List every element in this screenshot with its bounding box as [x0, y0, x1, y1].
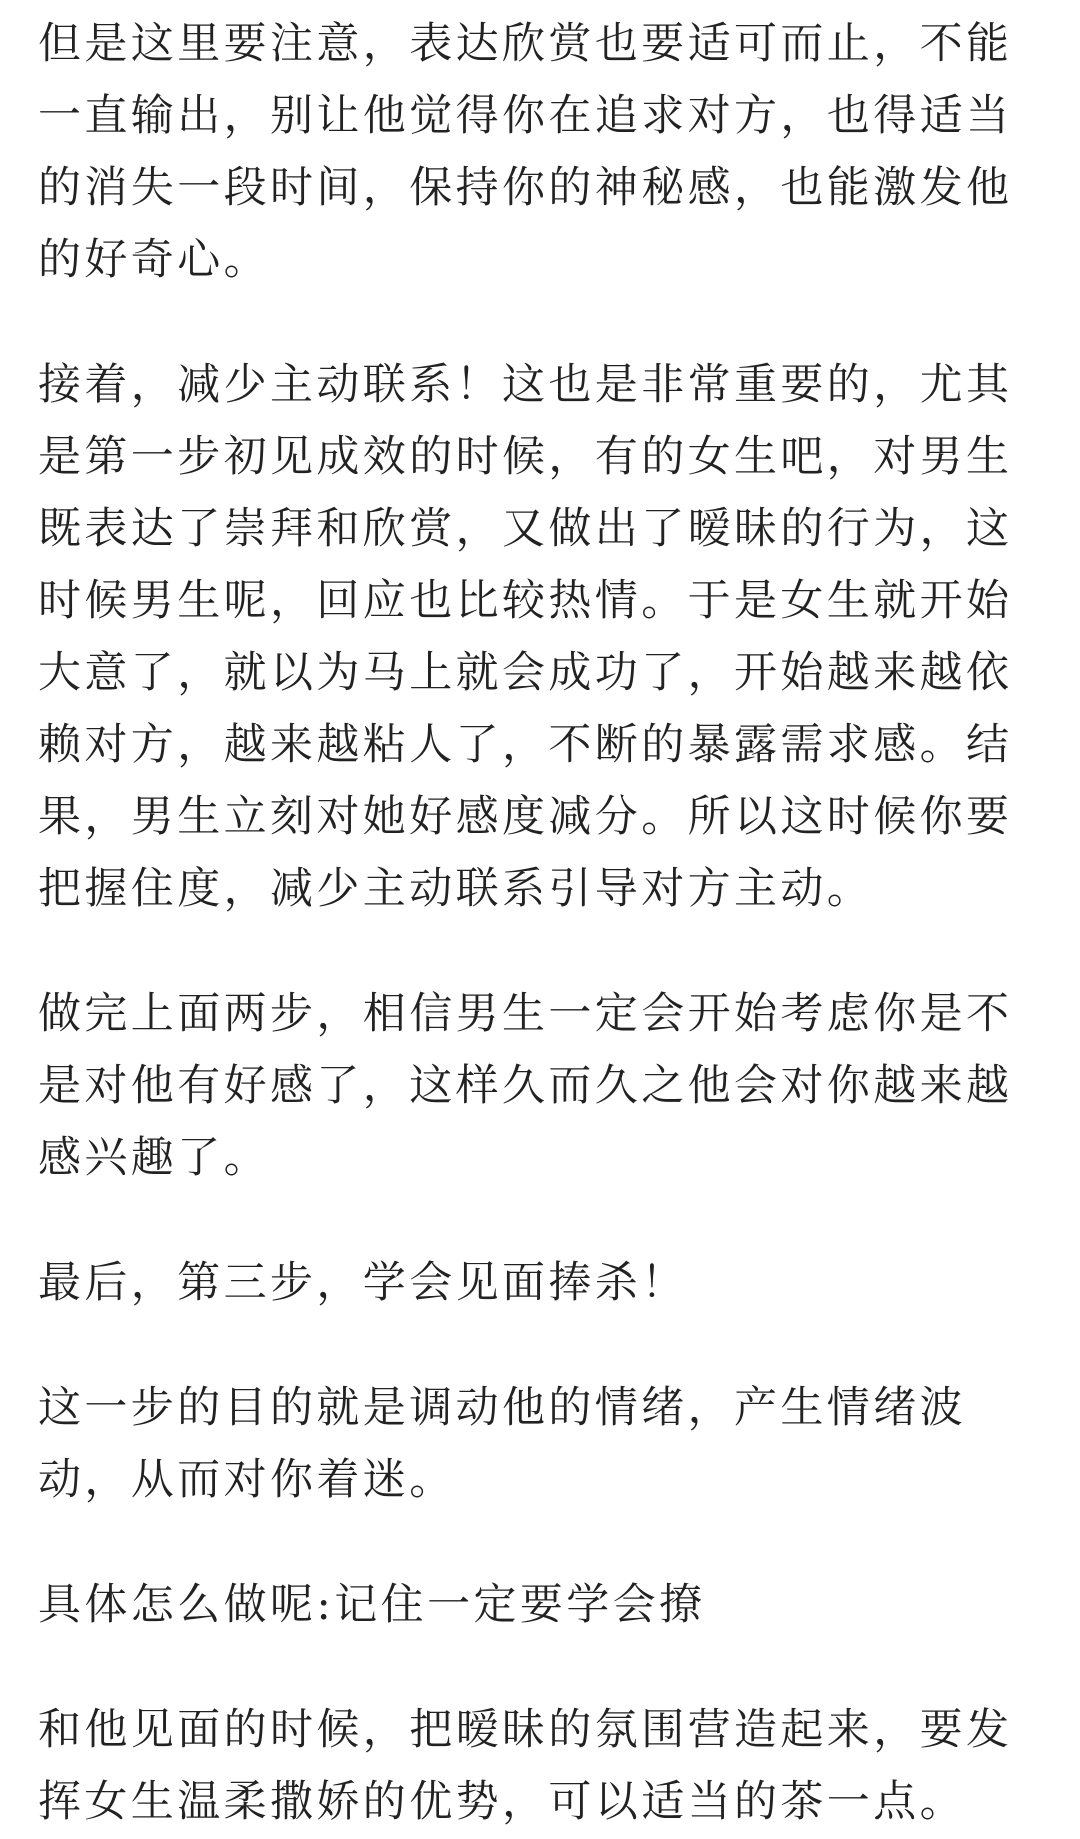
paragraph-how-to: 具体怎么做呢:记住一定要学会撩 — [38, 1580, 706, 1630]
paragraph-appreciation-limit: 但是这里要注意，表达欣赏也要适可而止，不能一直输出，别让他觉得你在追求对方，也得适当的消失一段时间，保持你的神秘感，也能激发他的好奇心。 — [38, 19, 1013, 285]
paragraph-reduce-contact: 接着，减少主动联系！这也是非常重要的，尤其是第一步初见成效的时候，有的女生吧，对男生既表达了崇拜和欣赏，又做出了暧昧的行为，这时候男生呢，回应也比较热情。于是女生就开始大意了，就以为马上就会成功了，开始越来越依赖对方，越来越粘人了，不断的暴露需求感。结果，男生立刻对她好感度减分。所以这时候你要把握住度，减少主动联系引导对方主动。 — [38, 360, 1013, 914]
paragraph-step-purpose: 这一步的目的就是调动他的情绪，产生情绪波动，从而对你着迷。 — [38, 1383, 966, 1505]
paragraph-meeting-tips: 和他见面的时候，把暧昧的氛围营造起来，要发挥女生温柔撒娇的优势，可以适当的茶一点。 — [38, 1705, 1013, 1827]
paragraph-step-three-heading: 最后，第三步，学会见面捧杀！ — [38, 1258, 688, 1308]
paragraph-after-two-steps: 做完上面两步，相信男生一定会开始考虑你是不是对他有好感了，这样久而久之他会对你越来越感兴趣了。 — [38, 989, 1013, 1183]
